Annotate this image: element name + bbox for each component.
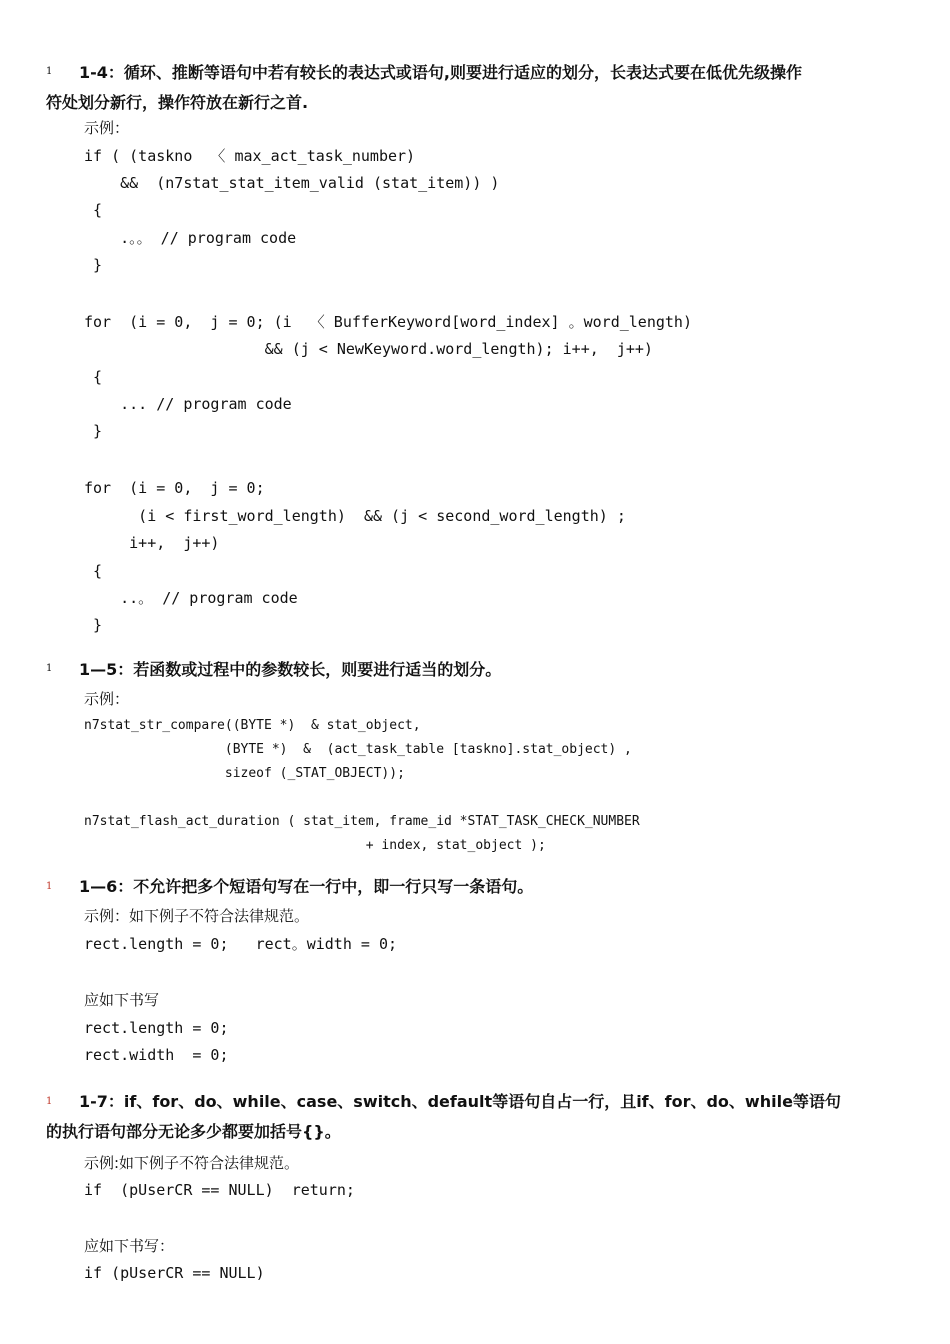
code-line: && (n7stat_stat_item_valid (stat_item)) ) xyxy=(84,174,500,192)
rule-heading-line: 符处划分新行，操作符放在新行之首. xyxy=(46,93,309,112)
code-line: n7stat_flash_act_duration ( stat_item, frame_id *STAT_TASK_CHECK_NUMBER xyxy=(84,814,640,829)
rule-heading-1-5 xyxy=(46,655,916,685)
rule-marker: 1 xyxy=(46,66,53,77)
example-label: 应如下书写 xyxy=(84,991,160,1009)
example-label: 示例：如下例子不符合法律规范。 xyxy=(84,907,310,925)
code-line: sizeof (_STAT_OBJECT)); xyxy=(84,766,405,781)
code-line: n7stat_str_compare((BYTE *) & stat_object, xyxy=(84,718,421,733)
rule-marker: 1 xyxy=(46,1096,53,1107)
rule-heading-line: 1—6：不允许把多个短语句写在一行中，即一行只写一条语句。 xyxy=(79,877,534,896)
code-line: + index, stat_object ); xyxy=(84,838,546,853)
code-line: for (i = 0, j = 0; (i 〈 BufferKeyword[word_index] 。word_length) xyxy=(84,313,692,331)
example-label: 示例:如下例子不符合法律规范。 xyxy=(84,1154,300,1172)
rule-marker: 1 xyxy=(46,881,53,892)
example-label: 示例： xyxy=(84,690,130,708)
code-line: (BYTE *) & (act_task_table [taskno].stat_object) , xyxy=(84,742,632,757)
rule-heading-1-7 xyxy=(46,1087,916,1147)
code-line: if (pUserCR == NULL) return; xyxy=(84,1181,355,1199)
code-line: ..。 // program code xyxy=(84,589,298,607)
code-line: if (pUserCR == NULL) xyxy=(84,1264,265,1282)
example-label: 应如下书写： xyxy=(84,1237,175,1255)
code-line: if ( (taskno 〈 max_act_task_number) xyxy=(84,147,416,165)
code-line: } xyxy=(84,616,103,634)
rule-heading-line: 1-7：if、for、do、while、case、switch、default等语句自占一行，且if、for、do、while等语句 xyxy=(79,1092,841,1111)
code-line: rect.length = 0; rect。width = 0; xyxy=(84,935,398,953)
code-line: { xyxy=(84,201,103,219)
rule-marker: 1 xyxy=(46,663,53,674)
code-line: rect.width = 0; xyxy=(84,1046,229,1064)
example-label: 示例： xyxy=(84,119,130,137)
code-line: ... // program code xyxy=(84,395,292,413)
code-line: rect.length = 0; xyxy=(84,1019,229,1037)
code-line: } xyxy=(84,256,103,274)
code-line: { xyxy=(84,368,103,386)
code-line: .。。 // program code xyxy=(84,229,297,247)
code-line: i++, j++) xyxy=(84,534,220,552)
rule-heading-1-4 xyxy=(46,58,916,118)
rule-heading-line: 1-4：循环、推断等语句中若有较长的表达式或语句,则要进行适应的划分，长表达式要在低优先级操作 xyxy=(79,63,802,82)
code-line: (i < first_word_length) && (j < second_word_length) ; xyxy=(84,507,626,525)
code-line: && (j < NewKeyword.word_length); i++, j++) xyxy=(84,340,653,358)
rule-heading-line: 1—5：若函数或过程中的参数较长，则要进行适当的划分。 xyxy=(79,660,502,679)
code-line: { xyxy=(84,562,103,580)
code-line: } xyxy=(84,422,103,440)
rule-heading-1-6 xyxy=(46,872,916,902)
rule-heading-line: 的执行语句部分无论多少都要加括号{}。 xyxy=(46,1122,341,1141)
code-line: for (i = 0, j = 0; xyxy=(84,479,265,497)
